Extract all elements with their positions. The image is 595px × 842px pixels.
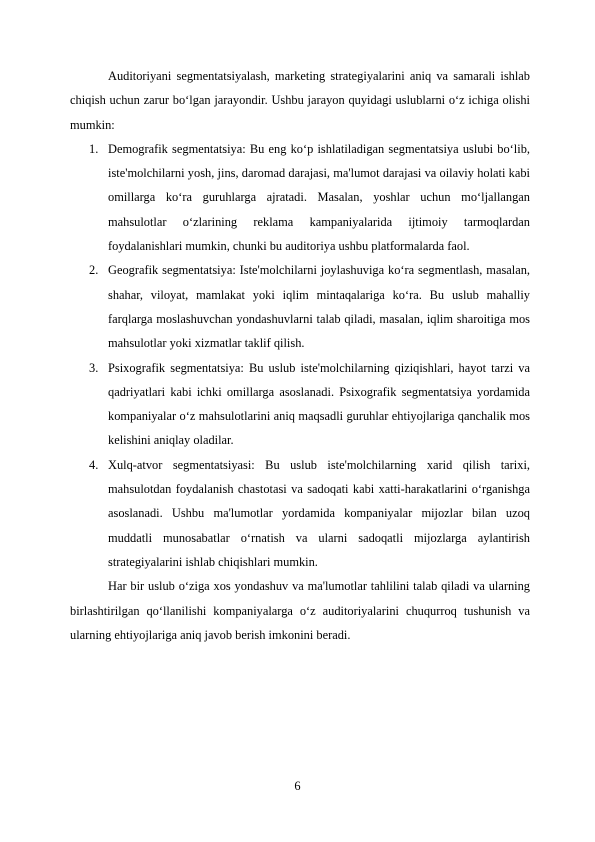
list-item [70,137,530,258]
list-item [70,258,530,355]
page-number: 6 [294,779,301,793]
list-item [70,453,530,574]
conclusion-paragraph: Har bir uslub o‘ziga xos yondashuv va ma'lumotlar tahlilini talab qiladi va ularning birlashtirilgan qo‘llanilishi kompaniyalarga o‘z auditoriyalarini chuqurroq tushunish va ularning ehtiyojlariga aniq javob berish imkonini beradi. [70,579,530,642]
list-item-text: Xulq-atvor segmentatsiyasi: Bu uslub iste'molchilarning xarid qilish tarixi, mahsulotdan foydalanish chastotasi va sadoqati kabi xatti-harakatlarini o‘rganishga asoslanadi. Ushbu ma'lumotlar yordamida kompaniyalar mijozlar bilan uzoq muddatli munosabatlar o‘rnatish va ularni sadoqatli mijozlarga aylantirish strategiyalarini ishlab chiqishlari mumkin. [108,457,530,569]
segmentation-methods-list [70,137,530,574]
list-item-text: Demografik segmentatsiya: Bu eng ko‘p ishlatiladigan segmentatsiya uslubi bo‘lib, iste'molchilarni yosh, jins, daromad darajasi, ma'lumot darajasi va oilaviy holati kabi omillarga ko‘ra guruhlarga ajratadi. Masalan, yoshlar uchun mo‘ljallangan mahsulotlar o‘zlarining reklama kampaniyalarida ijtimoiy tarmoqlardan foydalanishlari mumkin, chunki bu auditoriya ushbu platformalarda faol. [108,141,530,254]
list-item-number: 2. [89,263,99,278]
intro-paragraph: Auditoriyani segmentatsiyalash, marketing strategiyalarini aniq va samarali ishlab chiqish uchun zarur bo‘lgan jarayondir. Ushbu jarayon quyidagi uslublarni o‘z ichiga olishi mumkin: [70,69,530,132]
list-item-number: 3. [89,360,99,375]
list-item-text: Geografik segmentatsiya: Iste'molchilarni joylashuviga ko‘ra segmentlash, masalan, shahar, viloyat, mamlakat yoki iqlim mintaqalariga ko‘ra. Bu uslub mahalliy farqlarga moslashuvchan yondashuvlarni talab qiladi, masalan, iqlim sharoitiga mos mahsulotlar yoki xizmatlar taklif qilish. [108,263,530,351]
document-body [70,64,530,647]
list-item-number: 4. [89,457,99,472]
list-item-number: 1. [89,141,99,156]
list-item-text: Psixografik segmentatsiya: Bu uslub iste'molchilarning qiziqishlari, hayot tarzi va qadriyatlari kabi ichki omillarga asoslanadi. Psixografik segmentatsiya yordamida kompaniyalar o‘z mahsulotlarini aniq maqsadli guruhlar ehtiyojlariga qanchalik mos kelishini aniqlay oladilar. [108,360,530,448]
list-item [70,356,530,453]
